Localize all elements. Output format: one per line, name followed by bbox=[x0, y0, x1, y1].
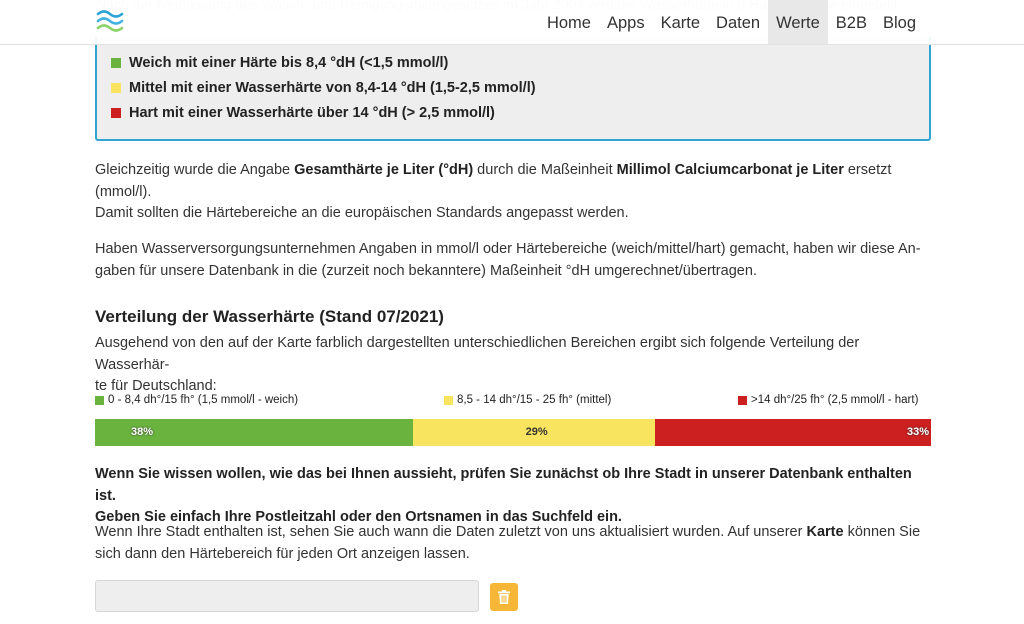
bar-segment-hard bbox=[655, 419, 931, 446]
bar-segment-hard-label: 33% bbox=[906, 426, 929, 438]
legend-soft-square bbox=[95, 396, 104, 405]
bar-segment-medium bbox=[413, 419, 655, 446]
legend-soft-label: 0 - 8,4 dh°/15 fh° (1,5 mmol/l - weich) bbox=[108, 394, 299, 406]
category-medium-label: Mittel mit einer Wasserhärte von 8,4-14 °dH (1,5-2,5 mmol/l) bbox=[129, 80, 536, 96]
nav-apps[interactable]: Apps bbox=[606, 14, 645, 32]
nav-b2b[interactable]: B2B bbox=[835, 14, 867, 32]
nav-home[interactable]: Home bbox=[546, 14, 591, 32]
nav-blog[interactable]: Blog bbox=[882, 14, 916, 32]
clear-search-button[interactable] bbox=[490, 583, 518, 611]
medium-color-square bbox=[111, 83, 121, 93]
category-soft bbox=[111, 55, 448, 71]
city-search-input[interactable] bbox=[95, 580, 479, 612]
hard-color-square bbox=[111, 108, 121, 118]
nav-karte[interactable]: Karte bbox=[660, 14, 701, 32]
bar-segment-medium-label: 29% bbox=[525, 426, 548, 438]
category-medium bbox=[111, 80, 536, 96]
legend-hard-square bbox=[738, 396, 747, 405]
category-hard-label: Hart mit einer Wasserhärte über 14 °dH (> 2,5 mmol/l) bbox=[129, 105, 495, 121]
legend-hard-label: >14 dh°/25 fh° (2,5 mmol/l - hart) bbox=[751, 394, 919, 406]
legend-medium-label: 8,5 - 14 dh°/15 - 25 fh° (mittel) bbox=[457, 394, 612, 406]
soft-color-square bbox=[111, 58, 121, 68]
search-call-to-action: Wenn Sie wissen wollen, wie das bei Ihnen aussieht, prüfen Sie zunächst ob Ihre Stadt in unserer Datenbank enthalten ist. Geben Sie einfach Ihre Postleitzahl oder den Ortsnamen in das Suchfeld ein. bbox=[95, 466, 912, 525]
navbar bbox=[0, 0, 1024, 45]
distribution-heading: Verteilung der Wasserhärte (Stand 07/2021) bbox=[95, 307, 444, 326]
legend-medium-square bbox=[444, 396, 453, 405]
category-hard bbox=[111, 105, 495, 121]
legend-medium bbox=[444, 394, 611, 406]
map-paragraph: Wenn Ihre Stadt enthalten ist, sehen Sie auch wann die Daten zuletzt von uns aktualisiert wurden. Auf unserer Karte können Sie sich dann den Härtebereich für jeden Ort anzeigen lassen. bbox=[95, 524, 921, 562]
map-link[interactable]: Karte bbox=[806, 524, 844, 540]
water-waves-logo-icon[interactable] bbox=[96, 8, 128, 32]
unit-change-paragraph: Gleichzeitig wurde die Angabe Gesamthärte je Liter (°dH) durch die Maßeinheit Millimol Calciumcarbonat je Liter ersetzt (mmol/l). Damit sollten die Härtebereiche an die europäischen Standards angepasst werden. bbox=[95, 162, 892, 221]
legend-soft bbox=[95, 394, 298, 406]
category-soft-label: Weich mit einer Härte bis 8,4 °dH (<1,5 mmol/l) bbox=[129, 55, 449, 71]
distribution-bar bbox=[95, 419, 931, 446]
main-nav bbox=[539, 0, 924, 44]
trash-icon bbox=[498, 590, 510, 604]
nav-daten[interactable]: Daten bbox=[716, 14, 761, 32]
bar-segment-soft bbox=[95, 419, 413, 446]
distribution-intro: Ausgehend von den auf der Karte farblich dargestellten unterschiedlichen Bereichen ergibt sich folgende Verteilung der Wasserhär- te für Deutschland: bbox=[95, 335, 860, 394]
bar-segment-soft-label: 38% bbox=[131, 426, 154, 438]
legend-hard bbox=[738, 394, 918, 406]
nav-werte[interactable]: Werte bbox=[768, 0, 828, 44]
conversion-paragraph: Haben Wasserversorgungsunternehmen Angaben in mmol/l oder Härtebereiche (weich/mittel/hart) gemacht, haben wir diese An- gaben für unsere Datenbank in die (zurzeit noch bekanntere) Maßeinheit °dH umgerechnet/übertragen. bbox=[95, 241, 921, 279]
hardness-categories-box bbox=[95, 37, 931, 141]
